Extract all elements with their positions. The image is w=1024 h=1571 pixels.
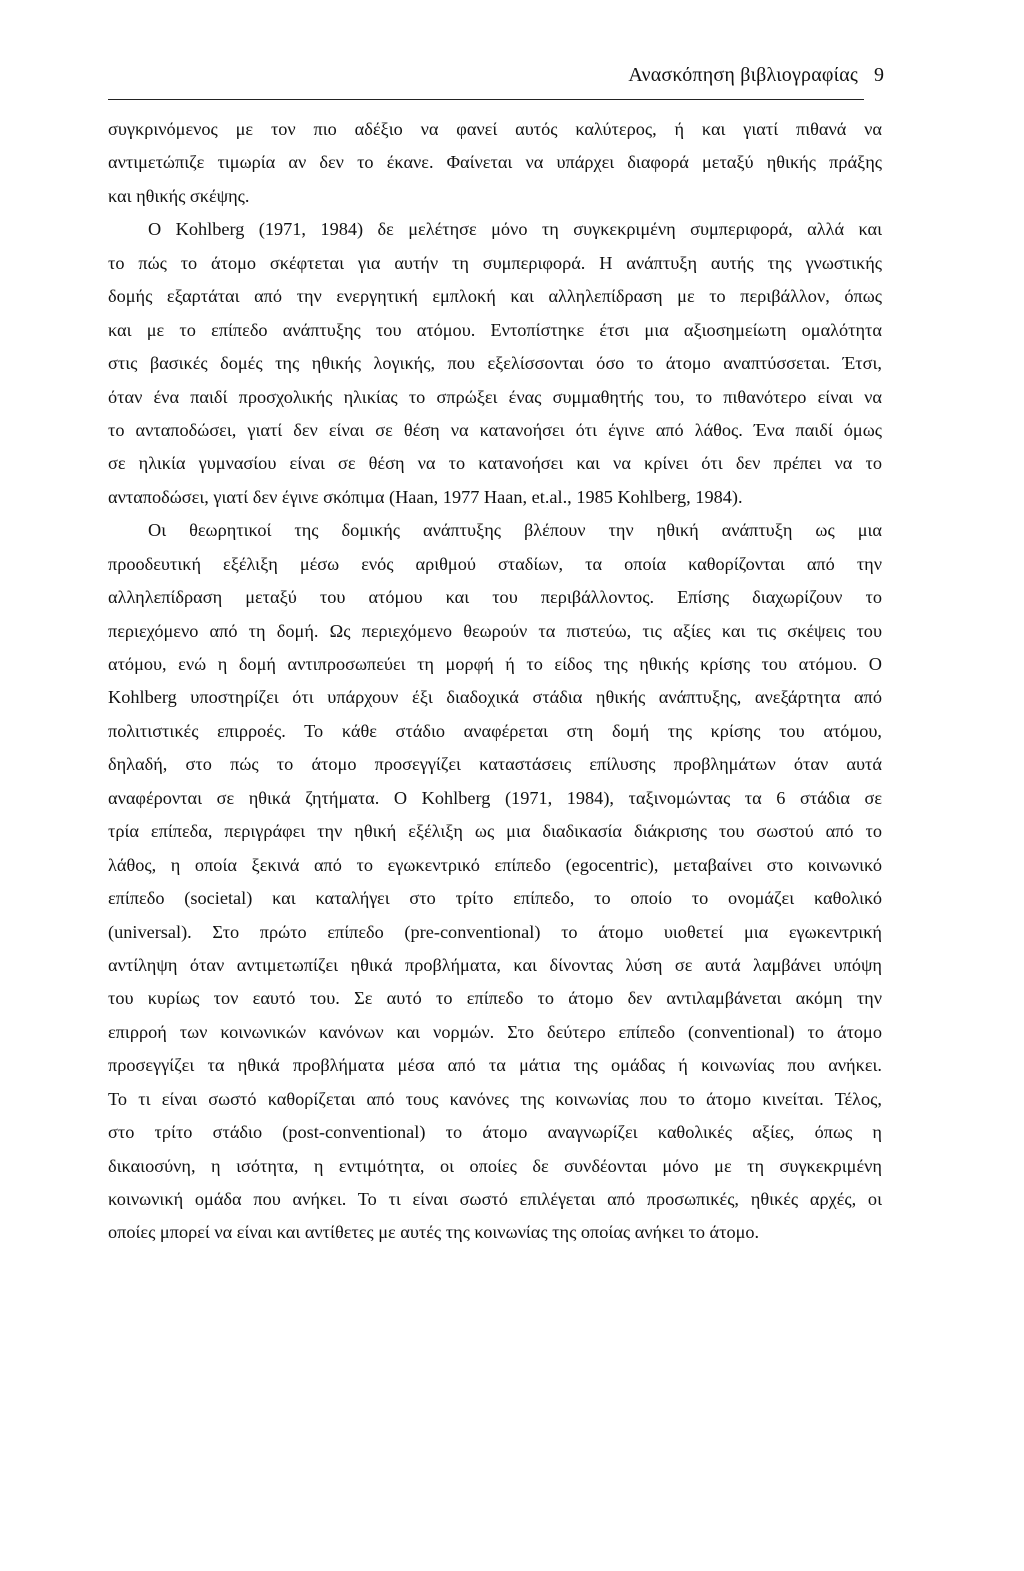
text-line: σε ηλικία γυμνασίου είναι σε θέση να το κατανοήσει και να κρίνει ότι δεν πρέπει να το <box>108 453 882 474</box>
text-line: Ο Kohlberg (1971, 1984) δε μελέτησε μόνο τη συγκεκριμένη συμπεριφορά, αλλά και <box>148 219 882 240</box>
text-line: τρία επίπεδα, περιγράφει την ηθική εξέλιξη ως μια διαδικασία διάκρισης του σωστού από το <box>108 821 882 842</box>
text-line: δομής εξαρτάται από την ενεργητική εμπλοκή και αλληλεπίδραση με το περιβάλλον, όπως <box>108 286 882 307</box>
text-line: αλληλεπίδραση μεταξύ του ατόμου και του περιβάλλοντος. Επίσης διαχωρίζουν το <box>108 587 882 608</box>
text-line: λάθος, η οποία ξεκινά από το εγωκεντρικό επίπεδο (egocentric), μεταβαίνει στο κοινωνικό <box>108 854 882 875</box>
text-line: αναφέρονται σε ηθικά ζητήματα. Ο Kohlberg (1971, 1984), ταξινομώντας τα 6 στάδια σε <box>108 787 882 808</box>
text-line: Kohlberg υποστηρίζει ότι υπάρχουν έξι διαδοχικά στάδια ηθικής ανάπτυξης, ανεξάρτητα από <box>108 687 882 708</box>
header-rule <box>108 99 864 100</box>
text-line: Το τι είναι σωστό καθορίζεται από τους κανόνες της κοινωνίας που το άτομο κινείται. Τέλος, <box>108 1088 882 1109</box>
text-line: προοδευτική εξέλιξη μέσω ενός αριθμού σταδίων, τα οποία καθορίζονται από την <box>108 553 882 574</box>
text-line: στο τρίτο στάδιο (post-conventional) το άτομο αναγνωρίζει καθολικές αξίες, όπως η <box>108 1122 882 1143</box>
text-line: το πώς το άτομο σκέφτεται για αυτήν τη συμπεριφορά. Η ανάπτυξη αυτής της γνωστικής <box>108 252 882 273</box>
text-line: δικαιοσύνη, η ισότητα, η εντιμότητα, οι οποίες δε συνδέονται μόνο με τη συγκεκριμένη <box>108 1155 882 1176</box>
text-line: συγκρινόμενος με τον πιο αδέξιο να φανεί αυτός καλύτερος, ή και γιατί πιθανά να <box>108 119 882 139</box>
text-line: πολιτιστικές επιρροές. Το κάθε στάδιο αναφέρεται στη δομή της κρίσης του ατόμου, <box>108 720 882 741</box>
text-line: Οι θεωρητικοί της δομικής ανάπτυξης βλέπουν την ηθική ανάπτυξη ως μια <box>148 520 882 541</box>
text-line: οποίες μπορεί να είναι και αντίθετες με αυτές της κοινωνίας της οποίας ανήκει το άτομο. <box>108 1222 760 1243</box>
text-line: (universal). Στο πρώτο επίπεδο (pre-conventional) το άτομο υιοθετεί μια εγωκεντρική <box>108 921 882 942</box>
text-line: όταν ένα παιδί προσχολικής ηλικίας το σπρώξει ένας συμμαθητής του, το πιθανότερο είναι να <box>108 386 882 407</box>
text-line: κοινωνική ομάδα που ανήκει. Το τι είναι σωστό επιλέγεται από προσωπικές, ηθικές αρχές, οι <box>108 1189 882 1209</box>
text-line: επίπεδο (societal) και καταλήγει στο τρίτο επίπεδο, το οποίο το ονομάζει καθολικό <box>108 888 882 909</box>
text-line: προσεγγίζει τα ηθικά προβλήματα μέσα από τα μάτια της ομάδας ή κοινωνίας που ανήκει. <box>108 1055 882 1076</box>
text-line: του κυρίως τον εαυτό του. Σε αυτό το επίπεδο το άτομο δεν αντιλαμβάνεται ακόμη την <box>108 988 882 1009</box>
text-line: και ηθικής σκέψης. <box>108 185 250 206</box>
text-line: περιεχόμενο από τη δομή. Ως περιεχόμενο θεωρούν τα πιστεύω, τις αξίες και τις σκέψεις του <box>108 620 882 641</box>
text-line: και με το επίπεδο ανάπτυξης του ατόμου. Εντοπίστηκε έτσι μια αξιοσημείωτη ομαλότητα <box>108 319 882 340</box>
text-line: αντίληψη όταν αντιμετωπίζει ηθικά προβλήματα, και δίνοντας λύση σε αυτά λαμβάνει υπόψη <box>108 954 882 975</box>
text-line: ατόμου, ενώ η δομή αντιπροσωπεύει τη μορφή ή το είδος της ηθικής κρίσης του ατόμου. Ο <box>108 654 882 674</box>
body-text <box>108 113 882 1250</box>
text-line: στις βασικές δομές της ηθικής λογικής, που εξελίσσονται όσο το άτομο αναπτύσσεται. Έτσι, <box>108 353 882 374</box>
text-line: δηλαδή, στο πώς το άτομο προσεγγίζει καταστάσεις επίλυσης προβλημάτων όταν αυτά <box>108 754 882 775</box>
running-header-title: Ανασκόπηση βιβλιογραφίας <box>628 64 858 86</box>
text-line: επιρροή των κοινωνικών κανόνων και νορμών. Στο δεύτερο επίπεδο (conventional) το άτομο <box>108 1021 882 1042</box>
text-line: το ανταποδώσει, γιατί δεν είναι σε θέση να κατανοήσει ότι έγινε από λάθος. Ένα παιδί όμως <box>108 419 882 440</box>
running-header <box>108 60 884 90</box>
page-number: 9 <box>874 64 884 86</box>
text-line: αντιμετώπιζε τιμωρία αν δεν το έκανε. Φαίνεται να υπάρχει διαφορά μεταξύ ηθικής πράξης <box>108 152 882 173</box>
text-line: ανταποδώσει, γιατί δεν έγινε σκόπιμα (Haan, 1977 Haan, et.al., 1985 Kohlberg, 1984). <box>108 486 743 507</box>
